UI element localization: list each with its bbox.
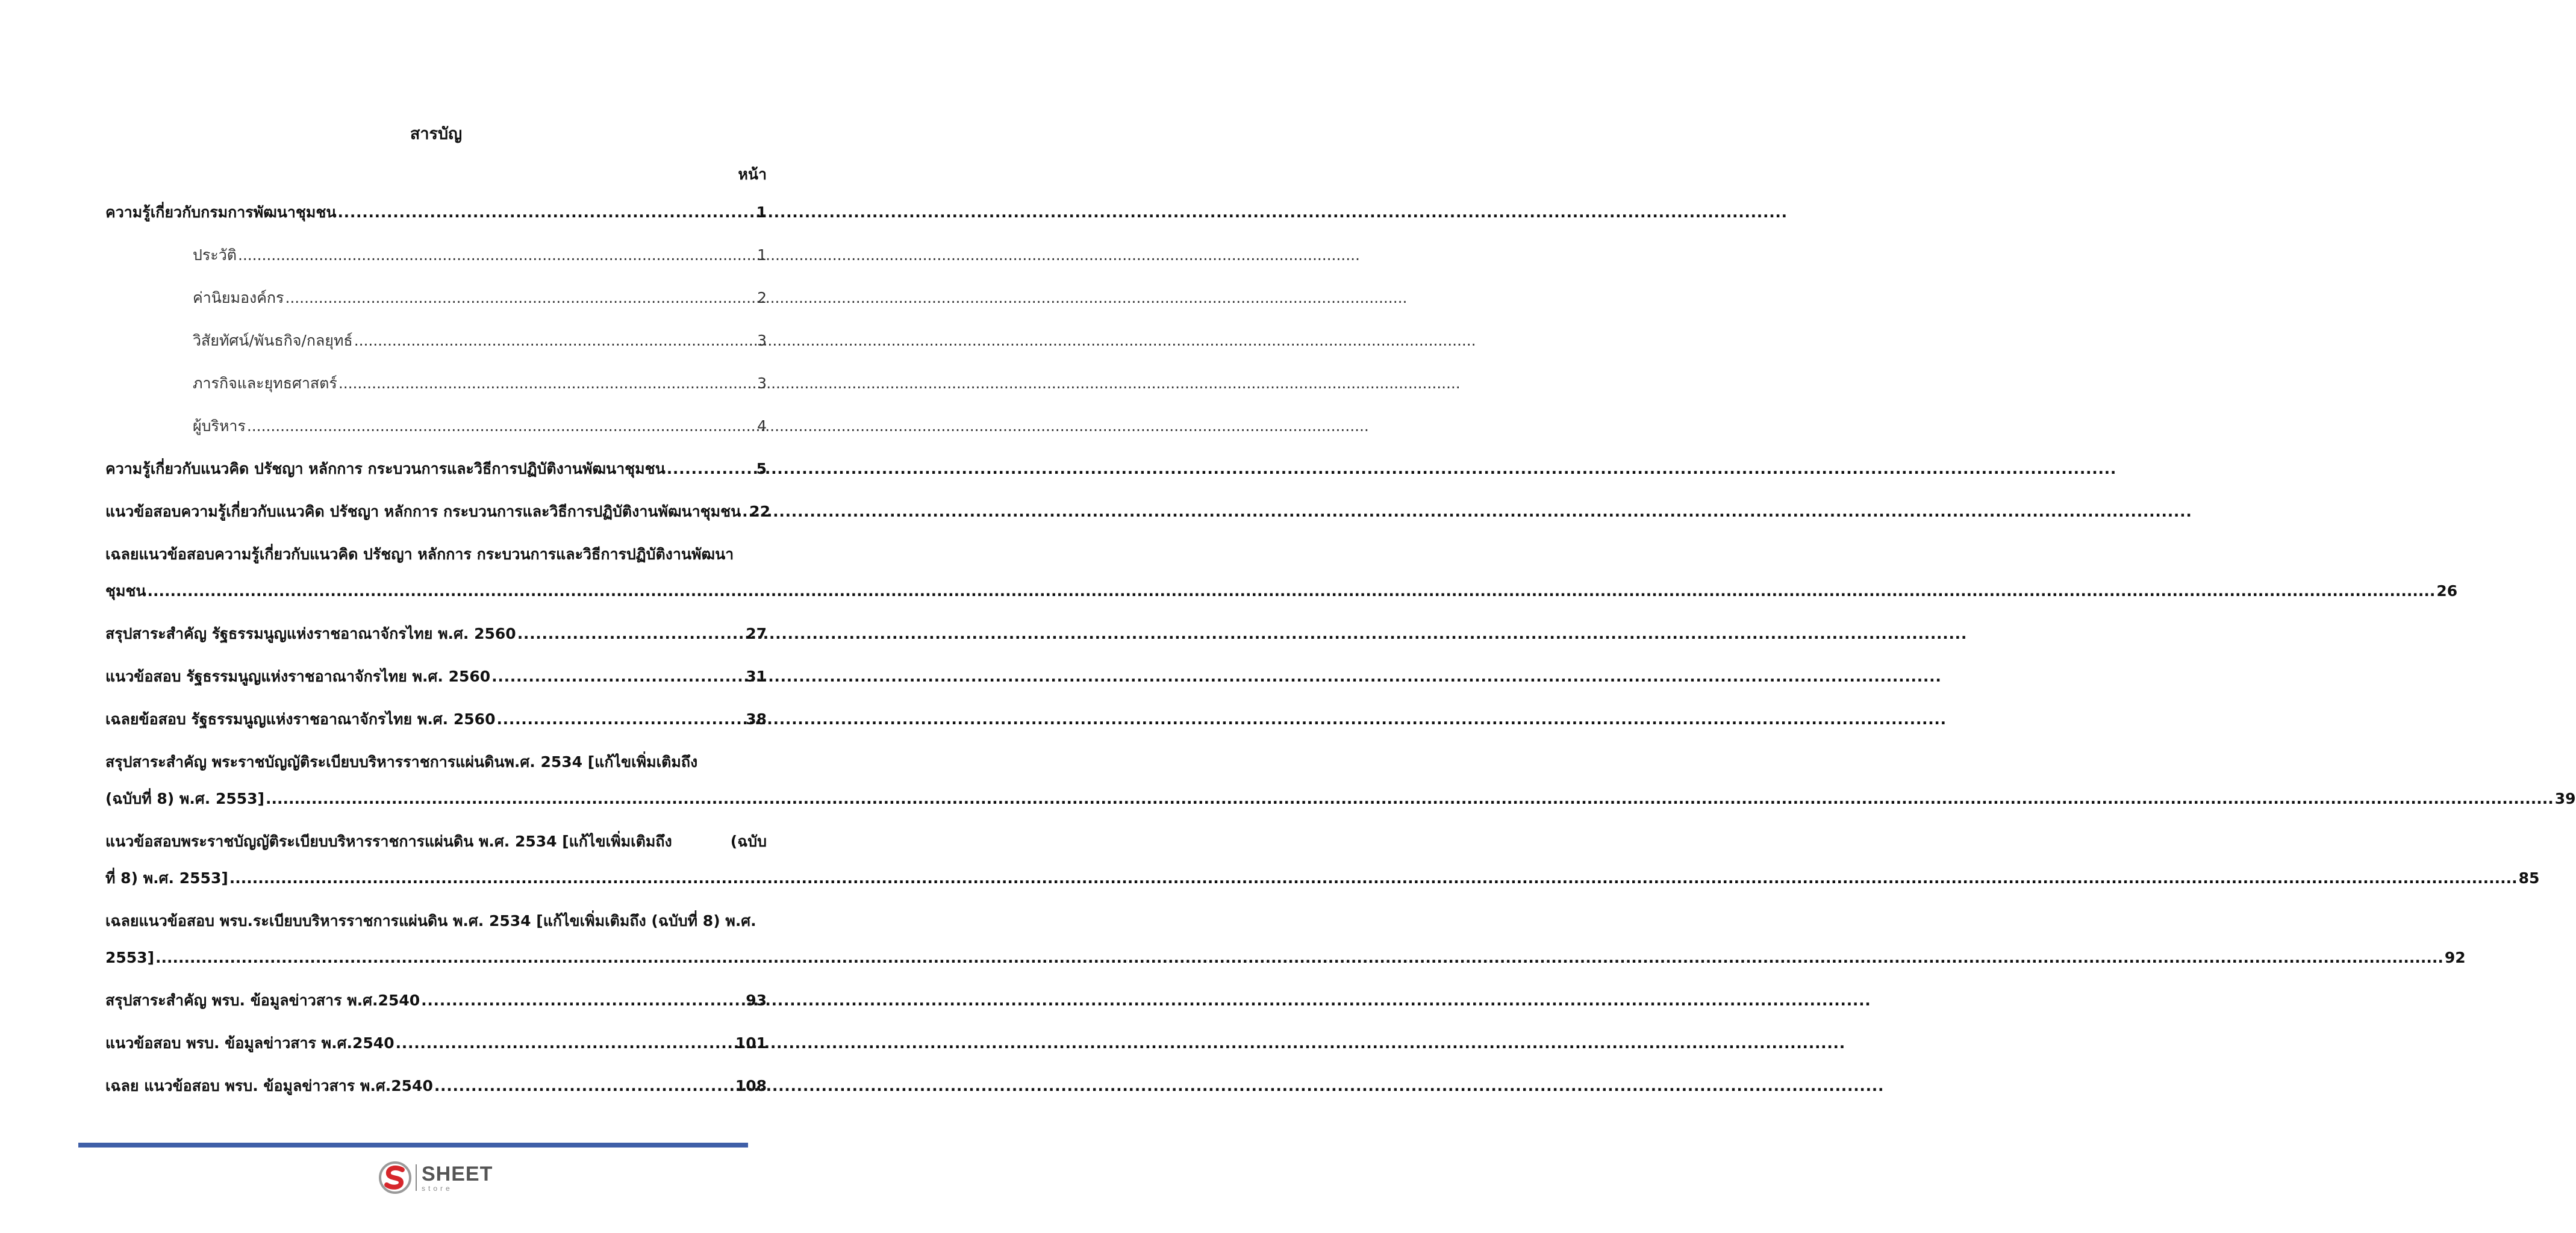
toc-entry-page: 85 [2518, 869, 2540, 887]
toc-entry-page: 2 [757, 289, 767, 306]
toc-entry-title: แนวข้อสอบ รัฐธรรมนูญแห่งราชอาณาจักรไทย พ.ศ. 2560 [105, 668, 491, 685]
logo-word: SHEET [422, 1162, 493, 1185]
toc-entry-title: เฉลย แนวข้อสอบ พรบ. ข้อมูลข่าวสาร พ.ศ.2540 [105, 1077, 433, 1095]
toc-entry[interactable] [105, 1031, 767, 1055]
footer-divider [78, 1143, 748, 1148]
leader-dots [667, 457, 755, 481]
toc-entry[interactable] [105, 457, 767, 481]
toc-entry-title: ความรู้เกี่ยวกับกรมการพัฒนาชุมชน [105, 203, 337, 221]
toc-entry[interactable] [105, 500, 770, 524]
toc-entry-page: 4 [757, 417, 767, 435]
toc-entry-page: 3 [757, 374, 767, 392]
toc-entry-title: สรุปสาระสำคัญ รัฐธรรมนูญแห่งราชอาณาจักรไทย พ.ศ. 2560 [105, 625, 516, 642]
sheet-store-logo-icon [378, 1161, 412, 1194]
toc-entry-title: สรุปสาระสำคัญ พรบ. ข้อมูลข่าวสาร พ.ศ.2540 [105, 992, 420, 1009]
leader-dots [338, 371, 756, 396]
toc-entry-title: เฉลยแนวข้อสอบความรู้เกี่ยวกับแนวคิด ปรัชญา หลักการ กระบวนการและวิธีการปฏิบัติงานพัฒนา [105, 545, 734, 563]
logo-wordmark [422, 1164, 493, 1192]
toc-entry[interactable] [105, 200, 767, 225]
leader-dots [396, 1031, 734, 1055]
leader-dots [517, 622, 745, 646]
toc-entry-title: สรุปสาระสำคัญ พระราชบัญญัติระเบียบบริหารราชการแผ่นดินพ.ศ. 2534 [แก้ไขเพิ่มเติมถึง [105, 753, 698, 771]
toc-entry-page: 38 [746, 710, 767, 728]
toc-entry-page: 3 [757, 332, 767, 349]
toc-entry-page: 93 [746, 992, 767, 1009]
toc-entry-title: ความรู้เกี่ยวกับแนวคิด ปรัชญา หลักการ กระบวนการและวิธีการปฏิบัติงานพัฒนาชุมชน [105, 460, 666, 477]
leader-dots: ................................................................................................................................................................................................................................................................................................................................................................................................................ [229, 869, 2518, 887]
toc-entry[interactable] [105, 989, 767, 1013]
toc-entry-title-cont: 2553] [105, 949, 155, 966]
toc-entry-title-fragment: (ฉบับ [730, 833, 767, 850]
toc-entry-page: 26 [2436, 582, 2458, 600]
toc-entry[interactable] [105, 750, 2576, 811]
logo-subword: store [422, 1184, 453, 1193]
table-of-contents [105, 200, 2576, 1117]
toc-entry[interactable] [105, 707, 767, 731]
toc-entry-title: แนวข้อสอบความรู้เกี่ยวกับแนวคิด ปรัชญา หลักการ กระบวนการและวิธีการปฏิบัติงานพัฒนาชุมชน [105, 503, 741, 520]
leader-dots [354, 329, 756, 353]
leader-dots: ................................................................................................................................................................................................................................................................................................................................................................................................................ [155, 949, 2443, 966]
leader-dots: ................................................................................................................................................................................................................................................................................................................................................................................................................ [265, 790, 2554, 807]
toc-entry-title: ค่านิยมองค์กร [193, 289, 284, 306]
leader-dots [238, 243, 756, 267]
toc-entry[interactable] [105, 1074, 767, 1098]
toc-subentry[interactable] [105, 329, 767, 353]
toc-entry-title: เฉลยข้อสอบ รัฐธรรมนูญแห่งราชอาณาจักรไทย พ.ศ. 2560 [105, 710, 496, 728]
toc-entry-page: 5 [756, 460, 767, 477]
toc-entry-title: ประวัติ [193, 246, 237, 264]
toc-entry-page: 1 [757, 246, 767, 264]
toc-subentry[interactable] [105, 243, 767, 267]
toc-entry[interactable] [105, 542, 2458, 603]
toc-entry[interactable] [105, 909, 2466, 970]
leader-dots [496, 707, 744, 731]
leader-dots [285, 286, 756, 310]
toc-subentry[interactable] [105, 414, 767, 438]
sheet-store-logo [378, 1160, 493, 1196]
toc-entry-title-cont: ชุมชน [105, 582, 146, 600]
toc-subentry[interactable] [105, 371, 767, 396]
toc-entry-title-cont: (ฉบับที่ 8) พ.ศ. 2553] [105, 790, 264, 807]
logo-separator [416, 1164, 417, 1191]
leader-dots: ................................................................................................................................................................................................................................................................................................................................................................................................................ [147, 582, 2436, 600]
page-title: สารบัญ [410, 125, 463, 143]
page-column-label: หน้า [738, 166, 767, 183]
leader-dots [421, 989, 744, 1013]
toc-entry[interactable] [105, 830, 2540, 890]
leader-dots [434, 1074, 734, 1098]
toc-entry-page: 92 [2444, 949, 2466, 966]
leader-dots [337, 200, 755, 225]
toc-entry-page: 1 [756, 203, 767, 221]
toc-entry-title: ภารกิจและยุทธศาสตร์ [193, 374, 337, 392]
toc-entry[interactable] [105, 665, 767, 689]
toc-entry[interactable] [105, 622, 767, 646]
leader-dots [247, 414, 756, 438]
toc-entry-page: 31 [746, 668, 767, 685]
toc-entry-title: ผู้บริหาร [193, 417, 246, 435]
leader-dots [491, 665, 744, 689]
toc-entry-title: แนวข้อสอบพระราชบัญญัติระเบียบบริหารราชการแผ่นดิน พ.ศ. 2534 [แก้ไขเพิ่มเติมถึง [105, 833, 672, 850]
toc-entry-page: 101 [735, 1034, 767, 1052]
toc-entry-title-cont: ที่ 8) พ.ศ. 2553] [105, 869, 228, 887]
toc-entry-title: เฉลยแนวข้อสอบ พรบ.ระเบียบบริหารราชการแผ่นดิน พ.ศ. 2534 [แก้ไขเพิ่มเติมถึง (ฉบับที่ 8) พ.ศ. [105, 912, 756, 930]
toc-entry-page: 22 [749, 503, 770, 520]
toc-subentry[interactable] [105, 286, 767, 310]
leader-dots [742, 500, 748, 524]
toc-entry-page: 108 [735, 1077, 767, 1095]
toc-entry-page: 39 [2554, 790, 2576, 807]
toc-entry-title: วิสัยทัศน์/พันธกิจ/กลยุทธ์ [193, 332, 353, 349]
toc-entry-page: 27 [746, 625, 767, 642]
toc-entry-title: แนวข้อสอบ พรบ. ข้อมูลข่าวสาร พ.ศ.2540 [105, 1034, 395, 1052]
